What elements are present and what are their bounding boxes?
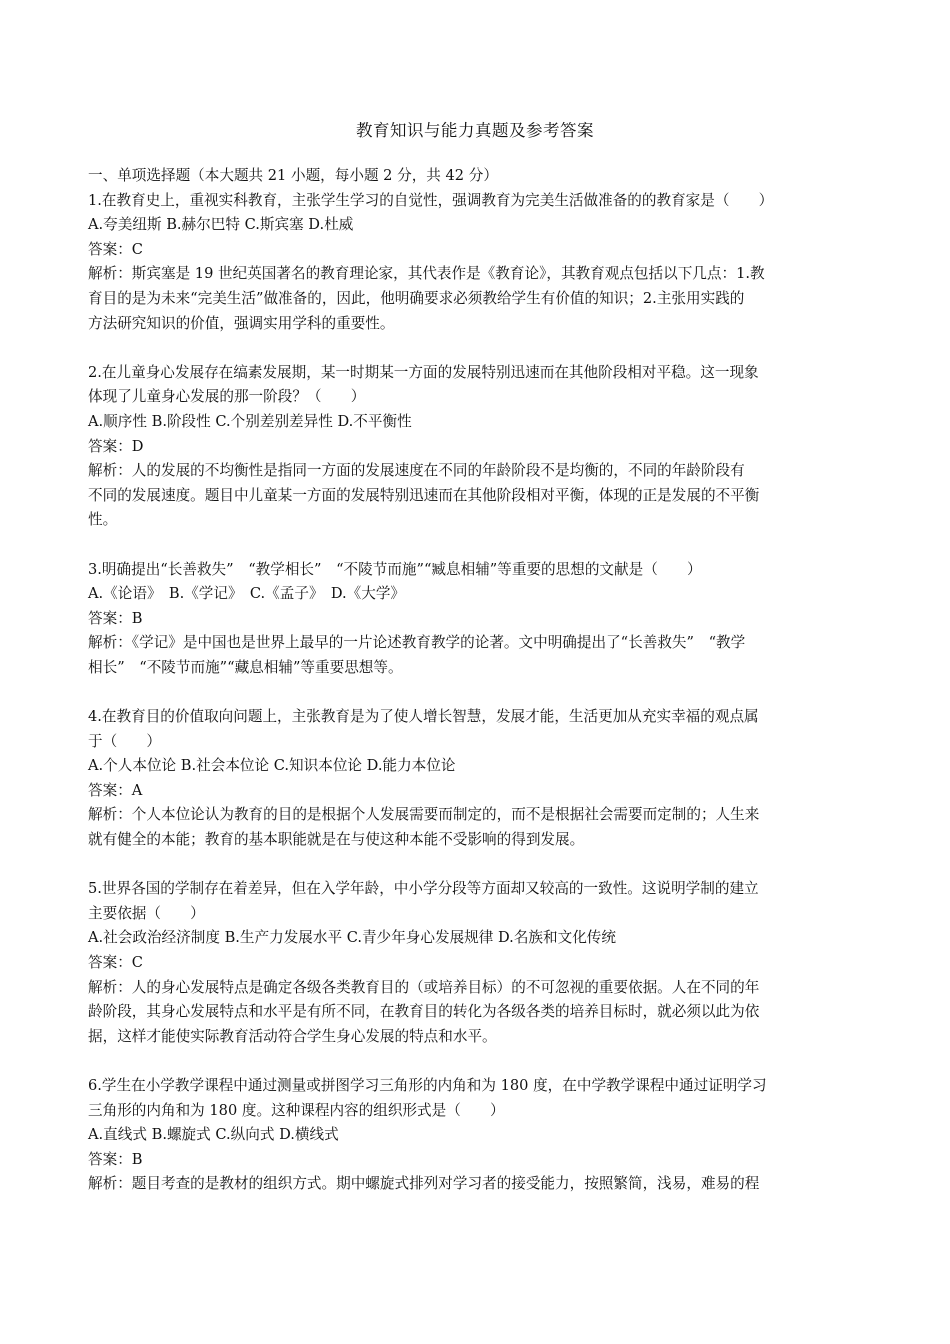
question-text: 于（ ）: [88, 732, 161, 750]
question-options: A.《论语》 B.《学记》 C.《孟子》 D.《大学》: [88, 585, 406, 603]
question-analysis: 不同的发展速度。题目中儿童某一方面的发展特别迅速而在其他阶段相对平衡，体现的正是发展的不平衡: [88, 486, 760, 504]
question-text: 主要依据（ ）: [88, 904, 205, 922]
question-text: 2.在儿童身心发展存在缟素发展期，某一时期某一方面的发展特别迅速而在其他阶段相对平稳。这一现象: [88, 363, 759, 381]
question-answer: 答案：A: [88, 781, 143, 799]
question-analysis: 性。: [88, 511, 118, 529]
question-block: [88, 705, 864, 853]
question-options: A.顺序性 B.阶段性 C.个别差别差异性 D.不平衡性: [88, 412, 412, 430]
question-text: 三角形的内角和为 180 度。这种课程内容的组织形式是（ ）: [88, 1101, 505, 1119]
question-text: 体现了儿童身心发展的那一阶段？（ ）: [88, 388, 366, 406]
question-options: A.社会政治经济制度 B.生产力发展水平 C.青少年身心发展规律 D.名族和文化传统: [88, 929, 616, 947]
question-block: [88, 189, 864, 337]
question-options: A.夸美纽斯 B.赫尔巴特 C.斯宾塞 D.杜威: [88, 216, 354, 234]
question-answer: 答案：C: [88, 954, 143, 971]
question-block: [88, 361, 864, 533]
question-analysis: 相长” “不陵节而施”“藏息相辅”等重要思想等。: [88, 658, 403, 676]
question-analysis: 就有健全的本能；教育的基本职能就是在与使这种本能不受影响的得到发展。: [88, 831, 585, 849]
question-answer: 答案：C: [88, 240, 143, 258]
question-analysis: 据，这样才能使实际教育活动符合学生身心发展的特点和水平。: [88, 1027, 497, 1045]
question-answer: 答案：D: [88, 437, 144, 455]
question-analysis: 解析：《学记》是中国也是世界上最早的一片论述教育教学的论著。文中明确提出了“长善救失” “教学: [88, 634, 746, 652]
question-options: A.个人本位论 B.社会本位论 C.知识本位论 D.能力本位论: [88, 757, 456, 775]
question-answer: 答案：B: [88, 1150, 143, 1168]
question-analysis: 解析：人的发展的不均衡性是指同一方面的发展速度在不同的年龄阶段不是均衡的，不同的年龄阶段有: [88, 462, 745, 480]
question-analysis: 解析：题目考查的是教材的组织方式。期中螺旋式排列对学习者的接受能力，按照繁简，浅易，难易的程: [88, 1175, 760, 1193]
question-text: 3.明确提出“长善救失” “教学相长” “不陵节而施”“臧息相辅”等重要的思想的文献是（ ）: [88, 560, 702, 578]
section-heading: 一、单项选择题（本大题共 21 小题，每小题 2 分，共 42 分）: [88, 167, 498, 184]
question-text: 5.世界各国的学制存在着差异，但在入学年龄，中小学分段等方面却又较高的一致性。这说明学制的建立: [88, 880, 759, 898]
question-analysis: 解析：个人本位论认为教育的目的是根据个人发展需要而制定的，而不是根据社会需要而定制的；人生来: [88, 806, 760, 824]
question-block: [88, 1074, 864, 1197]
question-analysis: 龄阶段，其身心发展特点和水平是有所不同，在教育目的转化为各级各类的培养目标时，就必须以此为依: [88, 1003, 760, 1021]
question-answer: 答案：B: [88, 609, 143, 627]
question-block: [88, 877, 864, 1049]
question-block: [88, 558, 864, 681]
question-analysis: 方法研究知识的价值，强调实用学科的重要性。: [88, 314, 395, 332]
document-body: [88, 164, 864, 1197]
question-analysis: 解析：斯宾塞是 19 世纪英国著名的教育理论家，其代表作是《教育论》，其教育观点包括以下几点：1.教: [88, 265, 765, 283]
question-analysis: 育目的是为未来“完美生活”做准备的，因此，他明确要求必须教给学生有价值的知识；2.主张用实践的: [88, 289, 745, 307]
question-text: 4.在教育目的价值取向问题上，主张教育是为了使人增长智慧，发展才能，生活更加从充实幸福的观点属: [88, 708, 759, 726]
question-text: 6.学生在小学教学课程中通过测量或拼图学习三角形的内角和为 180 度，在中学教学课程中通过证明学习: [88, 1076, 767, 1094]
question-options: A.直线式 B.螺旋式 C.纵向式 D.横线式: [88, 1126, 339, 1144]
question-analysis: 解析：人的身心发展特点是确定各级各类教育目的（或培养目标）的不可忽视的重要依据。人在不同的年: [88, 978, 760, 996]
question-text: 1.在教育史上，重视实科教育，主张学生学习的自觉性，强调教育为完美生活做准备的的教育家是（ ）: [88, 191, 774, 209]
page-title: 教育知识与能力真题及参考答案: [356, 121, 594, 140]
